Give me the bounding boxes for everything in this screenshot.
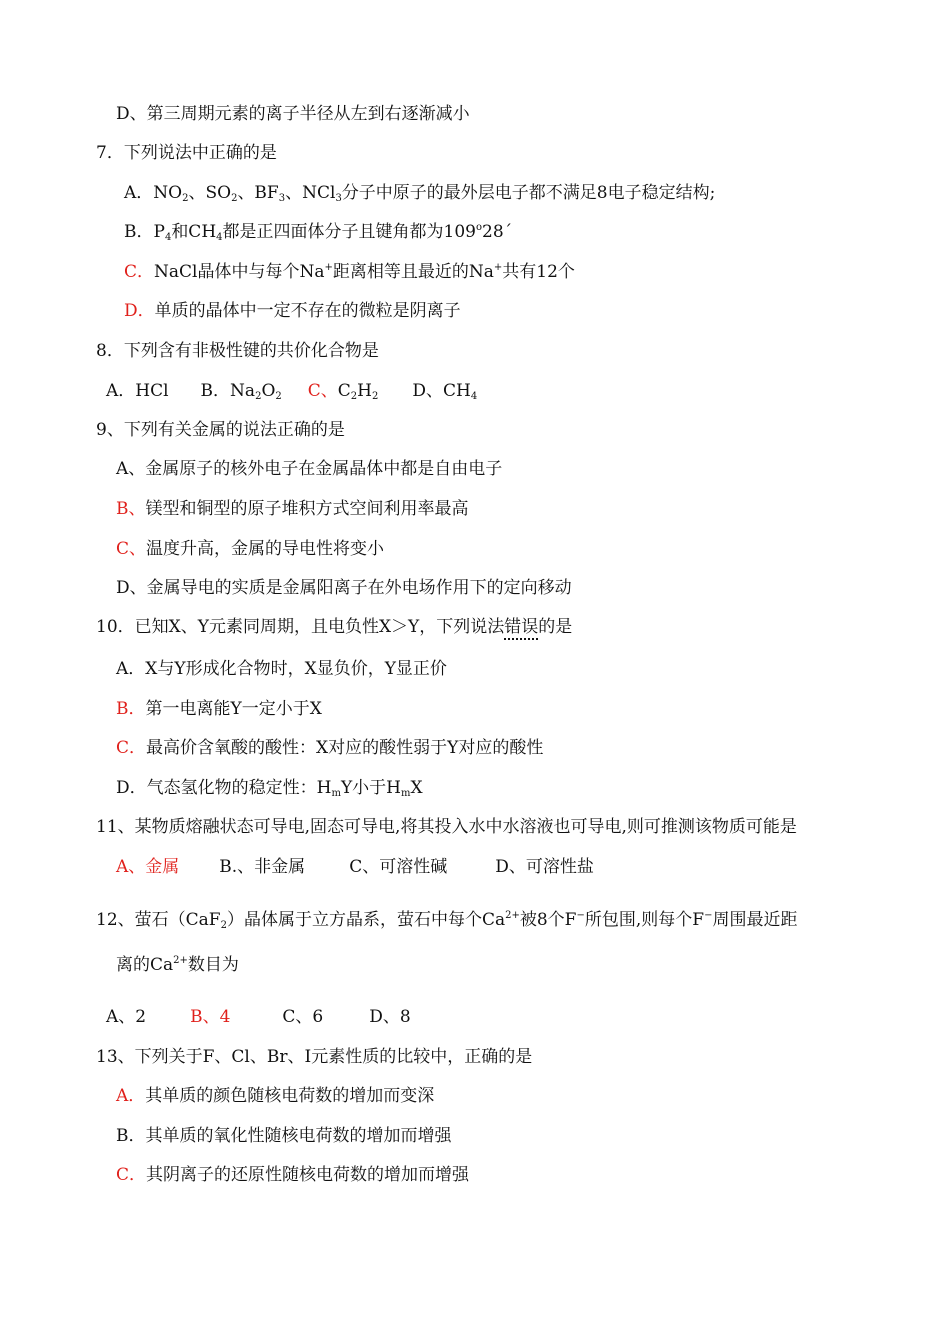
q8-option-a: A．HCl [106,381,169,401]
q9-option-a: A、金属原子的核外电子在金属晶体中都是自由电子 [116,459,503,479]
q7-option-c-label: C． [124,262,155,282]
q12-option-b: B、4 [190,1007,231,1027]
q10-option-d: D．气态氢化物的稳定性：$H_mY$小于$H_mX$ [116,778,423,799]
q12-stem-line2: 离的$Ca^{2+}$数目为 [116,955,239,975]
q7-option-d: D．单质的晶体中一定不存在的微粒是阴离子 [124,301,461,321]
q12-option-c: C、6 [282,1007,324,1027]
q13-option-c: C．其阴离子的还原性随核电荷数的增加而增强 [116,1165,470,1185]
q10-stem: 10．已知X、Y元素同周期，且电负性X＞Y，下列说法错误的是 [96,617,573,637]
q7-option-a: A．$NO_2$、$SO_2$、$BF_3$、NCl$_3$分子中原子的最外层电子都不满足8电子稳定结构; [124,183,716,204]
q7-option-d-label: D． [124,301,155,321]
q7-option-c: C．NaCl晶体中与每个Na+距离相等且最近的Na+共有12个 [124,262,575,282]
q9-stem: 9、下列有关金属的说法正确的是 [96,420,345,440]
q11-options [116,856,594,878]
q6-option-d: D、第三周期元素的离子半径从左到右逐渐减小 [116,104,470,124]
q12-option-d: D、8 [369,1007,411,1027]
q11-option-c: C、可溶性碱 [349,857,448,877]
q8-stem: 8．下列含有非极性键的共价化合物是 [96,341,379,361]
q13-option-b: B．其单质的氧化性随核电荷数的增加而增强 [116,1126,452,1146]
q10-option-b: B．第一电离能Y一定小于X [116,699,322,719]
q10-option-a: A．X与Y形成化合物时，X显负价，Y显正价 [116,659,447,679]
q8-option-b: B．$Na_2O_2$ [200,381,282,402]
q11-option-b: B.、非金属 [219,857,306,877]
q7-option-b: B．$P_4$和$CH_4$都是正四面体分子且键角都为109$^o$28´ [124,222,513,243]
q7-stem: 7．下列说法中正确的是 [96,143,277,163]
q11-stem: 11、某物质熔融状态可导电,固态可导电,将其投入水中水溶液也可导电,则可推测该物质可能是 [96,817,797,837]
q8-option-c: C、$C_2H_2$ [307,381,379,402]
q11-option-a: A、金属 [116,857,180,877]
q11-option-d: D、可溶性盐 [495,857,594,877]
q8-option-d: D、$CH_4$ [412,381,478,402]
q9-option-d: D、金属导电的实质是金属阳离子在外电场作用下的定向移动 [116,578,572,598]
q13-stem: 13、下列关于F、Cl、Br、I元素性质的比较中，正确的是 [96,1047,533,1067]
q8-options [106,380,477,402]
q12-option-a: A、2 [106,1007,147,1027]
q13-option-a: A．其单质的颜色随核电荷数的增加而变深 [116,1086,435,1106]
q9-option-c: C、温度升高，金属的导电性将变小 [116,539,385,559]
q10-emphasis: 错误 [504,617,539,637]
q10-option-c: C．最高价含氧酸的酸性：X对应的酸性弱于Y对应的酸性 [116,738,544,758]
q12-stem-line1: 12、萤石（CaF$_2$）晶体属于立方晶系，萤石中每个$Ca^{2+}$被8个F−所包围,则每个F−周围最近距 [96,910,798,931]
q9-option-b: B、镁型和铜型的原子堆积方式空间利用率最高 [116,499,469,519]
q12-options [106,1006,411,1028]
